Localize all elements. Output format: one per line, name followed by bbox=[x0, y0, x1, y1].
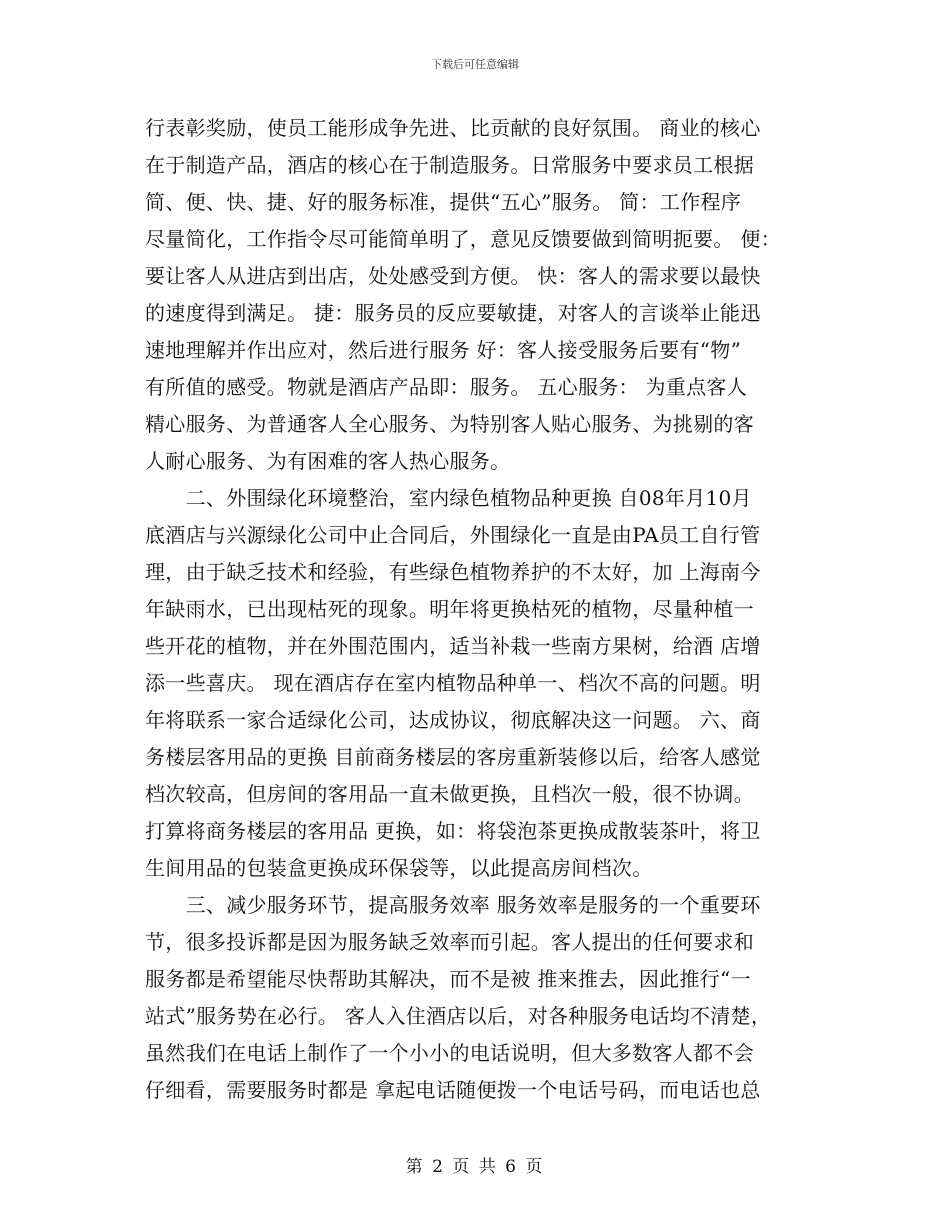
body-text bbox=[145, 110, 825, 1109]
text-line: 档次较高，但房间的客用品一直未做更换，且档次一般，很不协调。 bbox=[145, 782, 754, 806]
text-line: 要让客人从进店到出店，处处感受到方便。 快：客人的需求要以最快 bbox=[145, 264, 761, 288]
text-line: 年缺雨水，已出现枯死的现象。明年将更换枯死的植物，尽量种植一 bbox=[145, 597, 754, 621]
page-header: 下载后可任意编辑 bbox=[431, 58, 519, 71]
text-line: 简、便、快、捷、好的服务标准，提供“五心”服务。 简：工作程序 bbox=[145, 190, 742, 214]
text-line: 速地理解并作出应对，然后进行服务 好：客人接受服务后要有“物” bbox=[145, 338, 742, 362]
text-line: 三、减少服务环节，提高服务效率 服务效率是服务的一个重要环 bbox=[145, 893, 761, 917]
text-line: 节，很多投诉都是因为服务缺乏效率而引起。客人提出的任何要求和 bbox=[145, 930, 754, 954]
text-line: 些开花的植物，并在外围范围内，适当补栽一些南方果树，给酒 店增 bbox=[145, 634, 761, 658]
text-line: 务楼层客用品的更换 目前商务楼层的客房重新装修以后，给客人感觉 bbox=[145, 745, 761, 769]
text-line: 站式”服务势在必行。 客人入住酒店以后，对各种服务电话均不清楚， bbox=[145, 1004, 772, 1028]
text-line: 打算将商务楼层的客用品 更换，如：将袋泡茶更换成散装茶叶，将卫 bbox=[145, 819, 761, 843]
page-number: 第 2 页 共 6 页 bbox=[405, 1157, 545, 1177]
text-line: 理，由于缺乏技术和经验，有些绿色植物养护的不太好，加 上海南今 bbox=[145, 560, 761, 584]
text-line: 添一些喜庆。 现在酒店存在室内植物品种单一、档次不高的问题。明 bbox=[145, 671, 761, 695]
text-line: 人耐心服务、为有困难的客人热心服务。 bbox=[145, 449, 511, 473]
text-line: 在于制造产品，酒店的核心在于制造服务。日常服务中要求员工根据 bbox=[145, 153, 754, 177]
text-line: 生间用品的包装盒更换成环保袋等，以此提高房间档次。 bbox=[145, 856, 653, 880]
text-line: 精心服务、为普通客人全心服务、为特别客人贴心服务、为挑剔的客 bbox=[145, 412, 754, 436]
text-line: 的速度得到满足。 捷：服务员的反应要敏捷，对客人的言谈举止能迅 bbox=[145, 301, 761, 325]
text-line: 有所值的感受。物就是酒店产品即：服务。 五心服务： 为重点客人 bbox=[145, 375, 748, 399]
text-line: 虽然我们在电话上制作了一个小小的电话说明，但大多数客人都不会 bbox=[145, 1041, 754, 1065]
text-line: 底酒店与兴源绿化公司中止合同后，外围绿化一直是由PA员工自行管 bbox=[145, 523, 761, 547]
text-line: 年将联系一家合适绿化公司，达成协议，彻底解决这一问题。 六、商 bbox=[145, 708, 761, 732]
text-line: 仔细看，需要服务时都是 拿起电话随便拨一个电话号码，而电话也总 bbox=[145, 1078, 761, 1102]
text-line: 二、外围绿化环境整治，室内绿色植物品种更换 自08年月10月 bbox=[145, 486, 752, 510]
text-line: 尽量简化，工作指令尽可能简单明了，意见反馈要做到简明扼要。 便： bbox=[145, 227, 781, 251]
text-line: 行表彰奖励，使员工能形成争先进、比贡献的良好氛围。 商业的核心 bbox=[145, 116, 761, 140]
text-line: 服务都是希望能尽快帮助其解决，而不是被 推来推去，因此推行“一 bbox=[145, 967, 751, 991]
